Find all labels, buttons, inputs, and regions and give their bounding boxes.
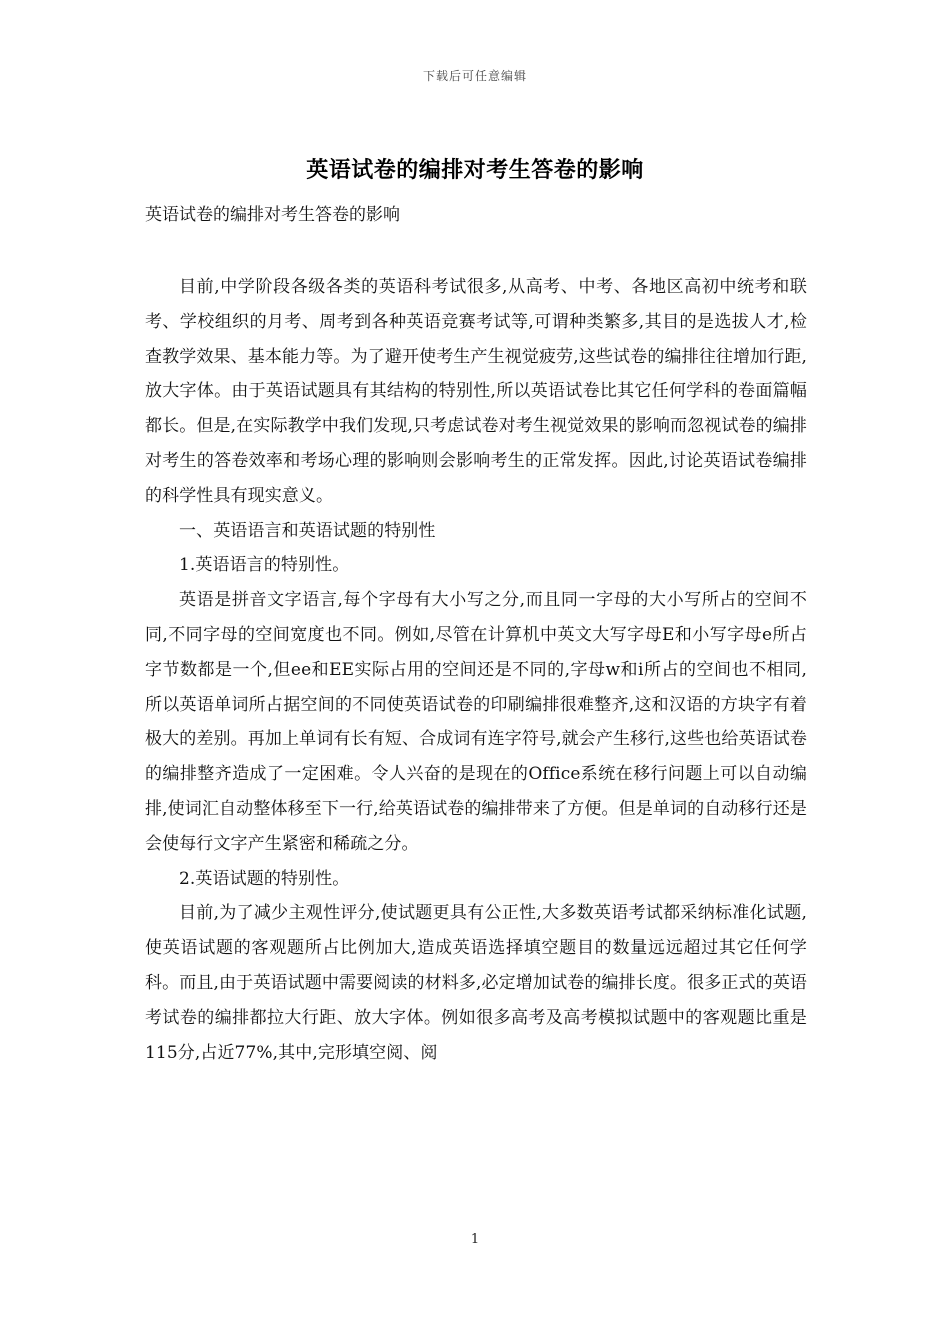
paragraph-language-specificity: 英语是拼音文字语言,每个字母有大小写之分,而且同一字母的大小写所占的空间不同,不同字母的空间宽度也不同。例如,尽管在计算机中英文大写字母E和小写字母e所占字节数都是一个,但ee和EE实际占用的空间还是不同的,字母w和i所占的空间也不相同,所以英语单词所占据空间的不同使英语试卷的印刷编排很难整齐,这和汉语的方块字有着极大的差别。再加上单词有长有短、合成词有连字符号,就会产生移行,这些也给英语试卷的编排整齐造成了一定困难。令人兴奋的是现在的Office系统在移行问题上可以自动编排,使词汇自动整体移至下一行,给英语试卷的编排带来了方便。但是单词的自动移行还是会使每行文字产生紧密和稀疏之分。 [145,590,807,854]
document-title: 英语试卷的编排对考生答卷的影响 [306,157,644,183]
subsection-heading-1-1: 1.英语语言的特别性。 [179,555,350,576]
paragraph-intro: 目前,中学阶段各级各类的英语科考试很多,从高考、中考、各地区高初中统考和联考、学校组织的月考、周考到各种英语竞赛考试等,可谓种类繁多,其目的是选拔人才,检查教学效果、基本能力等。为了避开使考生产生视觉疲劳,这些试卷的编排往往增加行距,放大字体。由于英语试题具有其结构的特别性,所以英语试卷比其它任何学科的卷面篇幅都长。但是,在实际教学中我们发现,只考虑试卷对考生视觉效果的影响而忽视试卷的编排对考生的答卷效率和考场心理的影响则会影响考生的正常发挥。因此,讨论英语试卷编排的科学性具有现实意义。 [145,277,807,506]
document-body [145,270,807,1070]
page-number: 1 [470,1232,480,1247]
document-subtitle: 英语试卷的编排对考生答卷的影响 [145,205,400,225]
subsection-heading-1-2: 2.英语试题的特别性。 [179,868,350,889]
header-note: 下载后可任意编辑 [422,69,527,83]
section-heading-1: 一、英语语言和英语试题的特别性 [179,520,436,541]
paragraph-test-specificity: 目前,为了减少主观性评分,使试题更具有公正性,大多数英语考试都采纳标准化试题,使英语试题的客观题所占比例加大,造成英语选择填空题目的数量远远超过其它任何学科。而且,由于英语试题中需要阅读的材料多,必定增加试卷的编排长度。很多正式的英语考试卷的编排都拉大行距、放大字体。例如很多高考及高考模拟试题中的客观题比重是115分,占近77%,其中,完形填空阅、阅 [145,903,807,1063]
